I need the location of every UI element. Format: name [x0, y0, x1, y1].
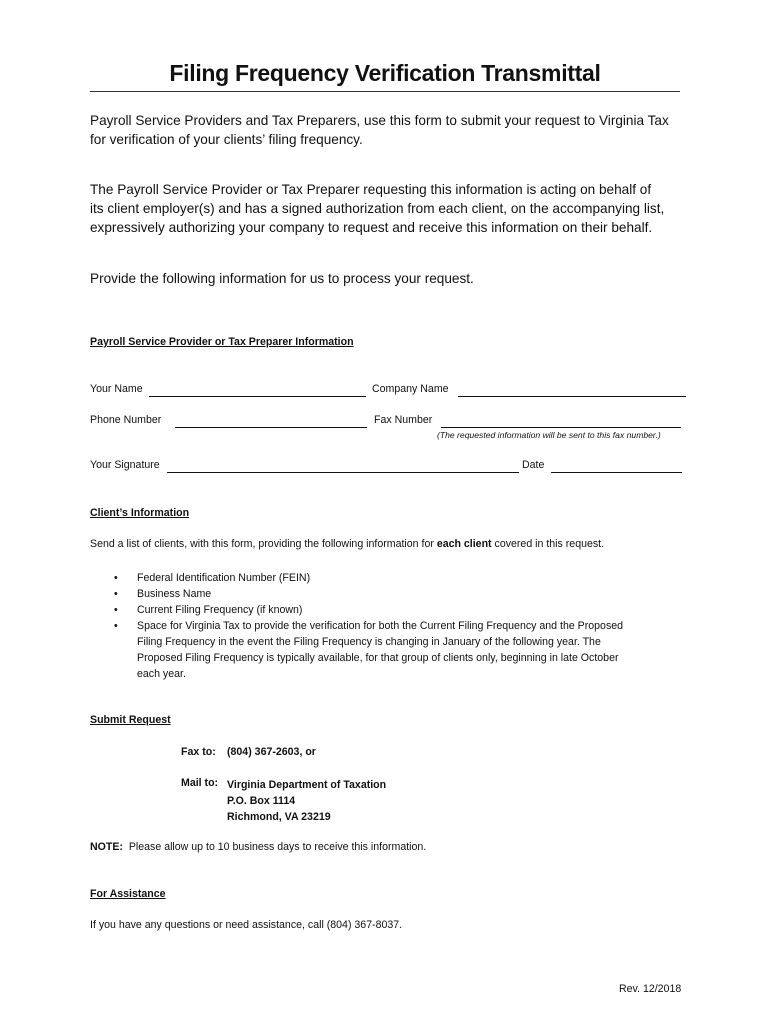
bullet-icon: • — [114, 604, 118, 616]
address-line: Richmond, VA 23219 — [227, 811, 331, 823]
title-divider — [90, 91, 680, 92]
your-name-field[interactable] — [149, 396, 366, 397]
bullet-icon: • — [114, 620, 118, 632]
list-item-text: Filing Frequency in the event the Filing Frequency is changing in January of the following year. The — [137, 636, 601, 648]
note-label: NOTE: — [90, 841, 123, 853]
processing-note — [90, 841, 426, 853]
assistance-heading: For Assistance — [90, 888, 166, 900]
provider-info-heading: Payroll Service Provider or Tax Preparer Information — [90, 336, 354, 348]
signature-field[interactable] — [167, 472, 519, 473]
mail-to-address — [227, 777, 386, 825]
submit-request-heading: Submit Request — [90, 714, 171, 726]
your-name-label: Your Name — [90, 383, 143, 395]
fax-number-field[interactable] — [441, 427, 681, 428]
phone-number-label: Phone Number — [90, 414, 162, 426]
address-line: Virginia Department of Taxation — [227, 779, 387, 791]
clients-instruction — [90, 538, 604, 550]
clients-instruction-text-end: covered in this request. — [491, 538, 605, 550]
list-item — [90, 618, 690, 682]
intro-paragraph-1-line: Payroll Service Providers and Tax Preparers, use this form to submit your request to Virginia Tax — [90, 113, 669, 128]
intro-paragraph-2 — [90, 180, 690, 237]
company-name-label: Company Name — [372, 383, 449, 395]
phone-number-field[interactable] — [175, 427, 367, 428]
bullet-icon: • — [114, 588, 118, 600]
fax-to-label: Fax to: — [181, 746, 216, 758]
date-field[interactable] — [551, 472, 682, 473]
list-item-text: Proposed Filing Frequency is typically available, for that group of clients only, beginning in late October — [137, 652, 619, 664]
list-item-text: Business Name — [137, 588, 212, 600]
intro-paragraph-2-line: expressively authorizing your company to request and receive this information on their behalf. — [90, 220, 653, 235]
intro-paragraph-2-line: The Payroll Service Provider or Tax Preparer requesting this information is acting on behalf of — [90, 182, 652, 197]
form-title: Filing Frequency Verification Transmittal — [169, 60, 601, 86]
list-item — [90, 586, 690, 602]
intro-paragraph-1-line: for verification of your clients’ filing frequency. — [90, 132, 363, 147]
intro-paragraph-1 — [90, 111, 690, 149]
intro-paragraph-3 — [90, 269, 690, 288]
bullet-icon: • — [114, 572, 118, 584]
list-item-text: Federal Identification Number (FEIN) — [137, 572, 311, 584]
assistance-text: If you have any questions or need assistance, call (804) 367-8037. — [90, 919, 403, 931]
signature-date-row — [90, 459, 690, 477]
company-name-field[interactable] — [458, 396, 686, 397]
intro-paragraph-2-line: its client employer(s) and has a signed authorization from each client, on the accompanying list, — [90, 201, 665, 216]
clients-instruction-text: Send a list of clients, with this form, providing the following information for — [90, 538, 437, 550]
signature-label: Your Signature — [90, 459, 160, 471]
revision-date: Rev. 12/2018 — [619, 983, 682, 995]
clients-info-heading: Client’s Information — [90, 507, 190, 519]
intro-paragraph-3-text: Provide the following information for us to process your request. — [90, 271, 474, 286]
mail-to-label: Mail to: — [181, 777, 219, 789]
address-line: P.O. Box 1114 — [227, 795, 296, 807]
list-item-text: Space for Virginia Tax to provide the verification for both the Current Filing Frequency and the Proposed — [137, 620, 624, 632]
name-company-row — [90, 383, 690, 401]
list-item — [90, 602, 690, 618]
fax-to-number: (804) 367-2603, or — [227, 746, 316, 758]
list-item — [90, 570, 690, 586]
fax-number-note: (The requested information will be sent to this fax number.) — [437, 430, 661, 440]
fax-number-label: Fax Number — [374, 414, 433, 426]
date-label: Date — [522, 459, 545, 471]
clients-requirements-list — [90, 570, 690, 682]
list-item-text: Current Filing Frequency (if known) — [137, 604, 303, 616]
clients-instruction-emphasis: each client — [436, 538, 492, 550]
note-text: Please allow up to 10 business days to receive this information. — [122, 841, 427, 853]
list-item-text: each year. — [137, 668, 186, 680]
